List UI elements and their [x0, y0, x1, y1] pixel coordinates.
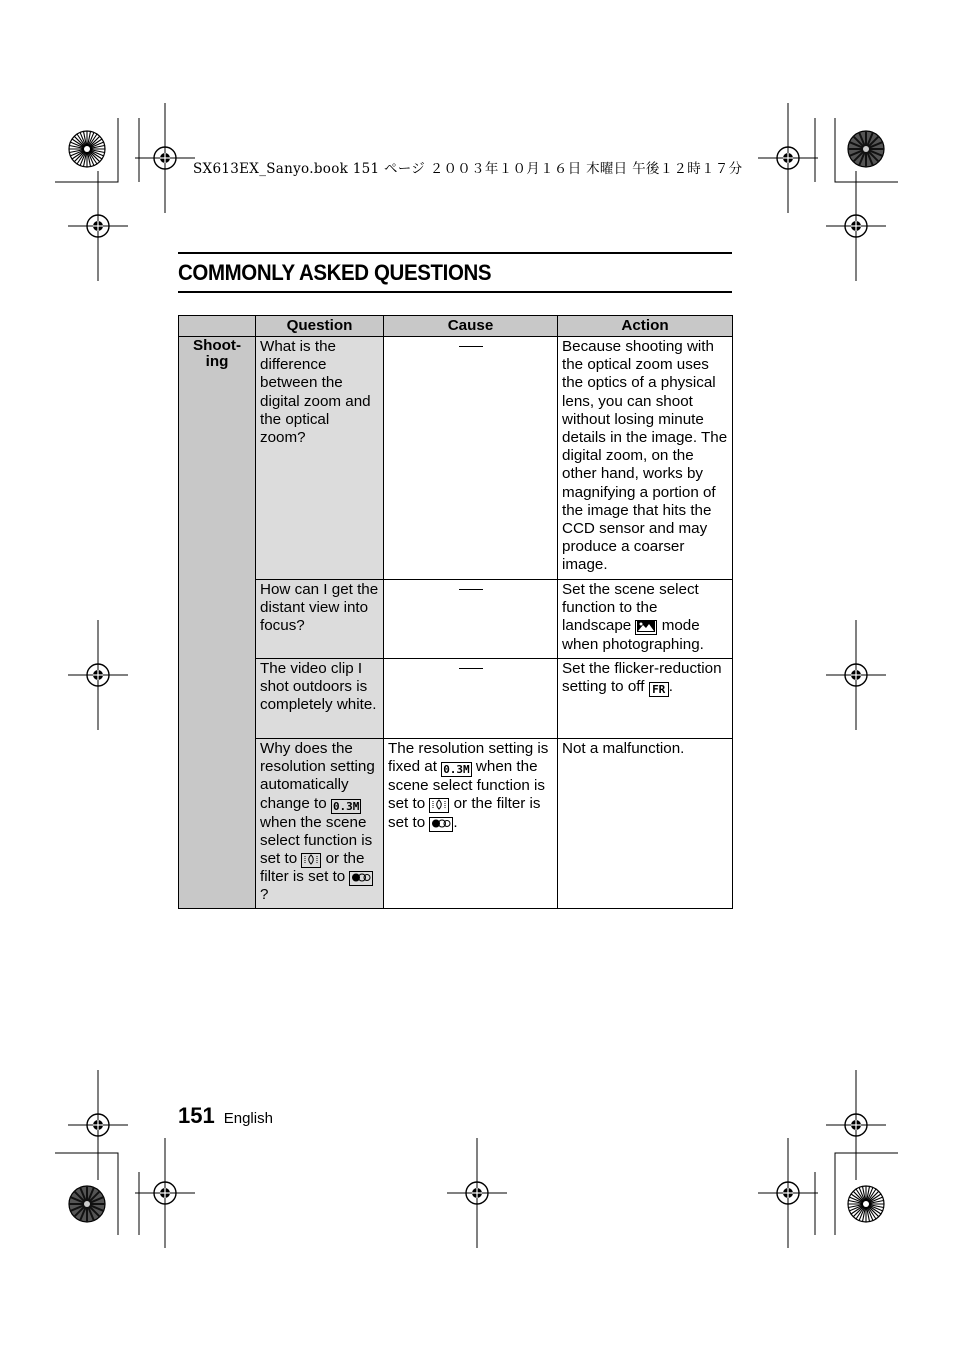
resolution-0.3m-icon: 0.3M [332, 799, 360, 813]
page-footer [178, 1103, 273, 1129]
question-cell: Why does the resolution setting automatically change to 0.3M when the scene select function is set to or the filter is set to ? [256, 739, 384, 909]
action-cell: Not a malfunction. [558, 739, 733, 909]
action-cell: Set the scene select function to the landscape mode when photographing. [558, 580, 733, 659]
header-cause: Cause [384, 316, 558, 337]
page-language: English [223, 1110, 273, 1127]
header-question: Question [256, 316, 384, 337]
table-header-row [179, 316, 733, 337]
cause-cell [384, 659, 558, 739]
header-action: Action [558, 316, 733, 337]
header-category [179, 316, 256, 337]
title-rule-top [178, 252, 732, 254]
cause-cell: The resolution setting is fixed at 0.3M when the scene select function is set to or the filter is set to . [384, 739, 558, 909]
category-label: Shoot- ing [192, 337, 242, 370]
filter-icon [429, 817, 453, 832]
title-rule-bottom [178, 291, 732, 293]
none-dash [459, 668, 483, 669]
cause-cell [384, 337, 558, 580]
landscape-mode-icon [635, 620, 657, 635]
page-number: 151 [178, 1103, 215, 1128]
filter-icon [349, 871, 373, 886]
table-row [179, 659, 733, 739]
action-cell: Because shooting with the optical zoom uses the optics of a physical lens, you can shoot without losing minute details in the image. The digital zoom, on the other hand, works by magnifying a portion of the image that hits the CCD sensor and may produce a coarser image. [558, 337, 733, 580]
resolution-0.3m-icon: 0.3M [443, 763, 470, 777]
table-row [179, 739, 733, 909]
table-row [179, 580, 733, 659]
none-dash [459, 346, 483, 347]
question-cell: How can I get the distant view into focus? [256, 580, 384, 659]
page-title: COMMONLY ASKED QUESTIONS [178, 260, 492, 285]
print-header: SX613EX_Sanyo.book 151 ページ ２００３年１０月１６日 木曜日 午後１２時１７分 [193, 161, 743, 177]
scene-select-icon [429, 798, 449, 813]
flicker-reduction-off-icon: FR [649, 682, 669, 697]
category-cell [179, 337, 256, 909]
question-cell: What is the difference between the digital zoom and the optical zoom? [256, 337, 384, 580]
none-dash [459, 589, 483, 590]
action-cell: Set the flicker-reduction setting to off FR . [558, 659, 733, 739]
question-cell: The video clip I shot outdoors is completely white. [256, 659, 384, 739]
scene-select-icon [301, 853, 321, 868]
faq-table [178, 315, 733, 909]
cause-cell [384, 580, 558, 659]
table-row [179, 337, 733, 580]
